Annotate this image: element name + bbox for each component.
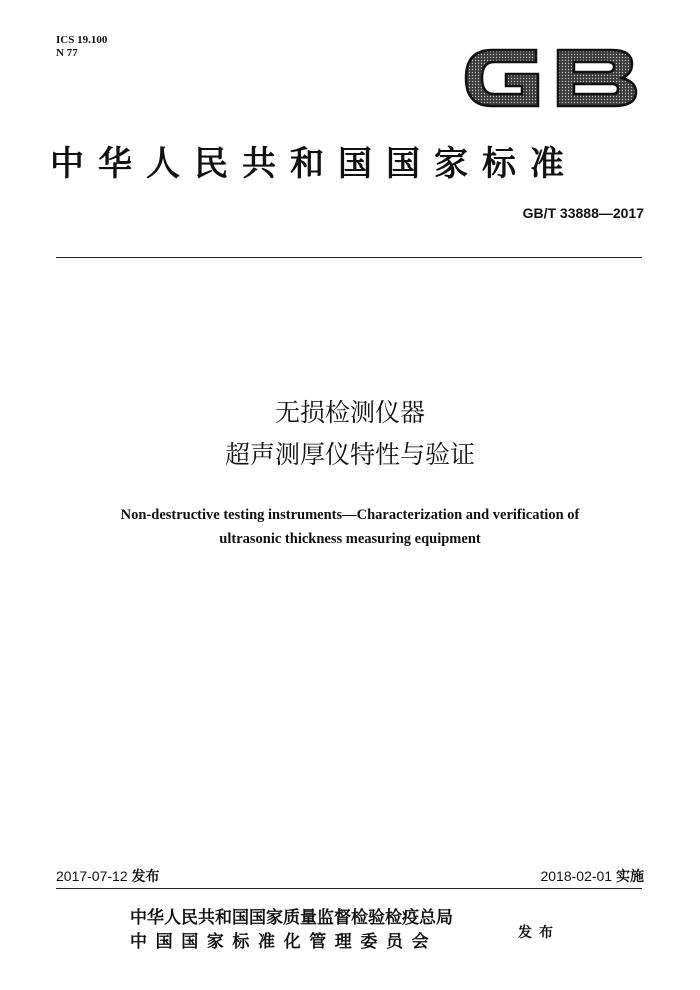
english-title-line2: ultrasonic thickness measuring equipment xyxy=(219,531,481,547)
chinese-title xyxy=(0,392,700,476)
issuer-line2: 中国国家标准化管理委员会 xyxy=(130,932,438,952)
issue-label: 发布 xyxy=(131,869,160,885)
implement-label: 实施 xyxy=(616,869,644,885)
english-title-line1: Non-destructive testing instruments—Characterization and verification of xyxy=(120,507,580,523)
issue-date xyxy=(56,866,160,886)
publish-label: 发布 xyxy=(518,925,560,941)
bottom-divider xyxy=(56,888,642,889)
top-divider xyxy=(56,257,642,258)
ccs-code: N 77 xyxy=(56,47,78,59)
issue-date-value: 2017-07-12 xyxy=(56,868,128,884)
classification-codes xyxy=(56,34,107,60)
chinese-title-line2: 超声测厚仪特性与验证 xyxy=(224,440,475,469)
gb-logo-graphic xyxy=(462,44,642,112)
issuing-authorities xyxy=(130,906,453,954)
implement-date-value: 2018-02-01 xyxy=(540,868,613,884)
national-standard-title: 中华人民共和国国家标准 xyxy=(50,144,578,184)
implement-date xyxy=(540,866,644,886)
issuer-line1: 中华人民共和国国家质量监督检验检疫总局 xyxy=(130,908,453,928)
gb-logo xyxy=(462,44,642,112)
ics-code: ICS 19.100 xyxy=(56,34,108,46)
standard-number: GB/T 33888—2017 xyxy=(522,205,644,221)
chinese-title-line1: 无损检测仪器 xyxy=(274,398,425,427)
english-title xyxy=(40,503,660,551)
